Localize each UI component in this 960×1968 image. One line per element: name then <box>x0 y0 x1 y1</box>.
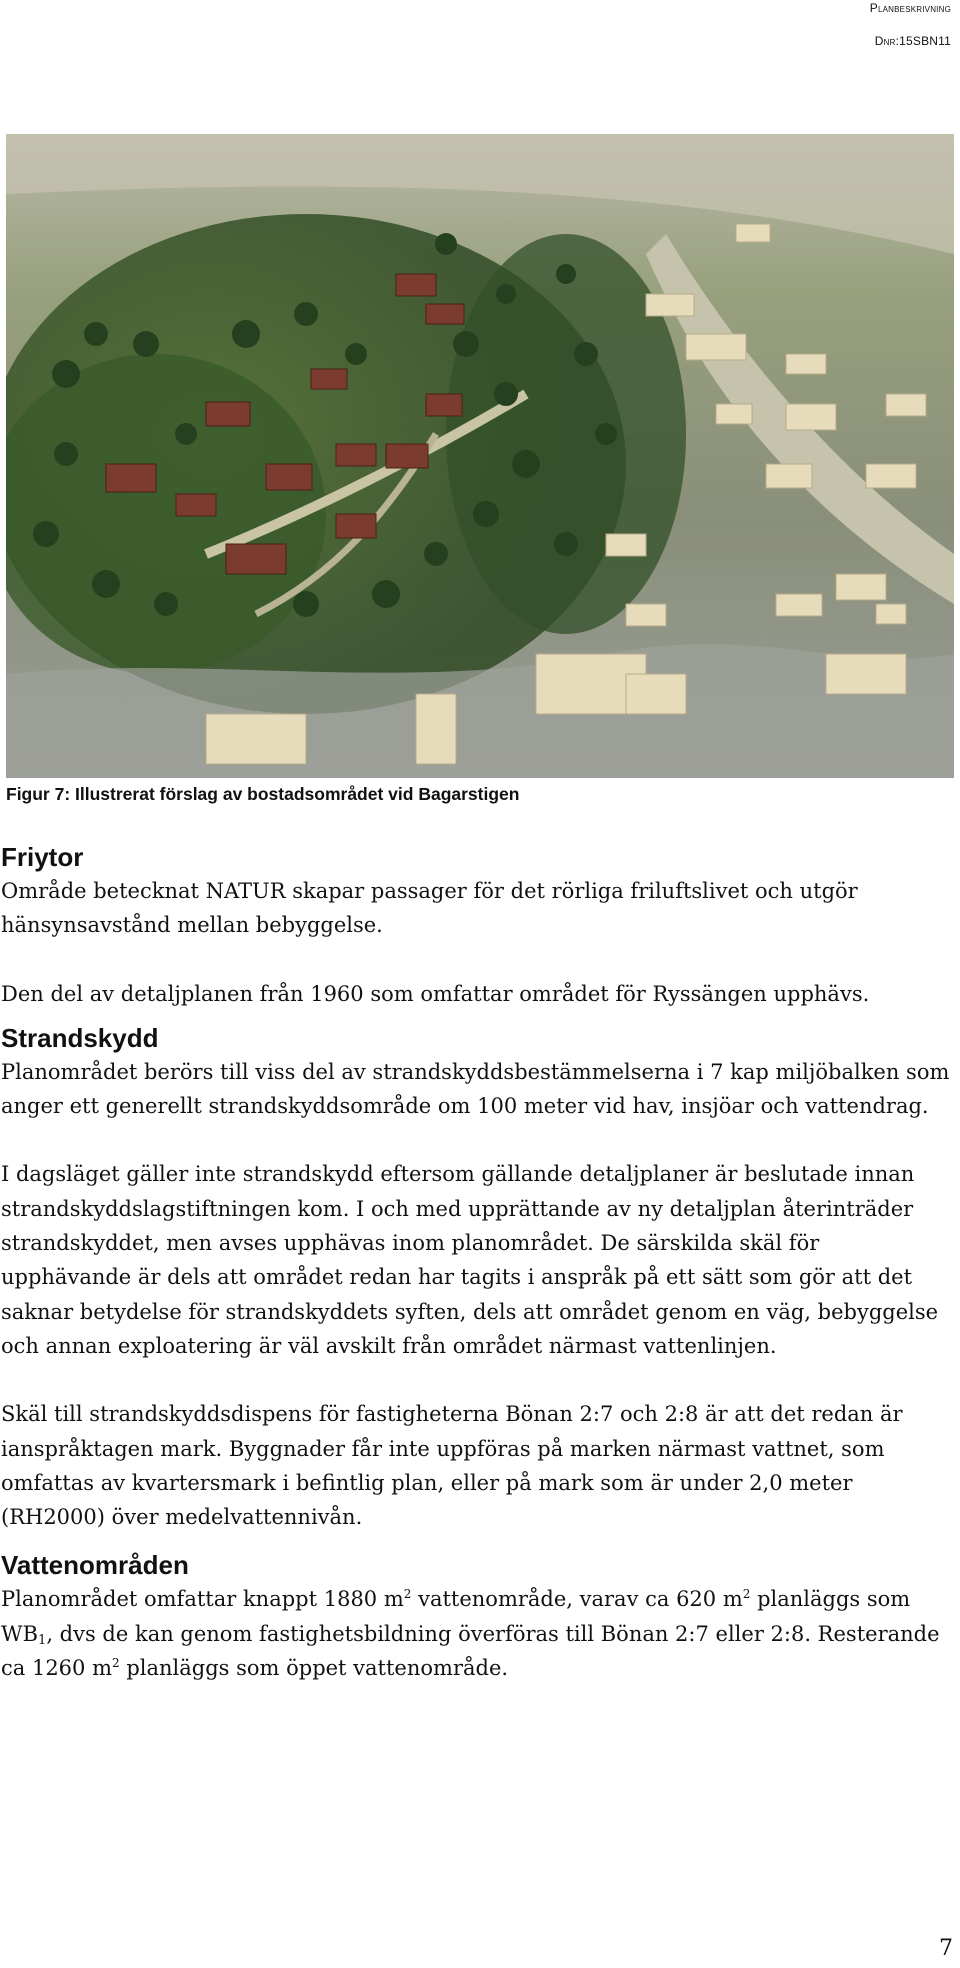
vatten-text-e: planläggs som öppet vattenområde. <box>119 1656 509 1681</box>
heading-vattenomraden: Vattenområden <box>1 1550 189 1581</box>
heading-friytor: Friytor <box>1 842 84 872</box>
aerial-illustration <box>6 134 954 778</box>
vatten-text-c: planläggs som WB <box>1 1587 911 1646</box>
paragraph-strandskydd-3: Skäl till strandskyddsdispens för fastigheterna Bönan 2:7 och 2:8 är att det redan är ianspråktagen mark. Byggnader får inte uppföras på marken närmast vattnet, som omfattas av kvartersmark i befintlig plan, eller på mark som är under 2,0 meter (RH2000) över medelvattennivån. <box>1 1402 903 1530</box>
heading-strandskydd: Strandskydd <box>1 1022 159 1053</box>
paragraph-strandskydd-1: Planområdet berörs till viss del av strandskyddsbestämmelserna i 7 kap miljöbalken som anger ett generellt strandskyddsområde om 100 meter vid hav, insjöar och vattendrag. <box>1 1059 950 1119</box>
paragraph-friytor-1: Område betecknat NATUR skapar passager för det rörliga friluftslivet och utgör hänsynsavstånd mellan bebyggelse. <box>1 879 858 938</box>
vatten-text-b: vattenområde, varav ca 620 m <box>411 1587 743 1612</box>
vatten-text-d: , dvs de kan genom fastighetsbildning överföras till Bönan 2:7 eller 2:8. Resterande ca 1260 m <box>1 1621 940 1681</box>
paragraph-friytor-2: Den del av detaljplanen från 1960 som omfattar området för Ryssängen upphävs. <box>1 981 870 1006</box>
subscript-1: 1 <box>38 1632 47 1648</box>
document-body <box>1 840 951 1685</box>
figure-caption: Figur 7: Illustrerat förslag av bostadsområdet vid Bagarstigen <box>6 784 520 804</box>
vatten-text-a: Planområdet omfattar knappt 1880 m <box>1 1587 404 1612</box>
superscript-2c: 2 <box>112 1656 120 1671</box>
page-number: 7 <box>939 1936 953 1961</box>
registration-number-text: Dnr:15SBN11 <box>874 34 951 48</box>
document-type-text: Planbeskrivning <box>869 1 951 15</box>
superscript-2b: 2 <box>742 1587 751 1602</box>
document-type <box>870 1 951 15</box>
paragraph-strandskydd-2: I dagsläget gäller inte strandskydd eftersom gällande detaljplaner är beslutade innan strandskyddslagstiftningen kom. I och med upprättande av ny detaljplan återinträder strandskyddet, men avses upphävas inom planområdet. De särskilda skäl för upphävande är dels att området redan har tagits i anspråk på ett sätt som gör att det saknar betydelse för strandskyddets syften, dels att området genom en väg, bebyggelse och annan exploatering är väl avskilt från området närmast vattenlinjen. <box>1 1162 939 1358</box>
aerial-illustration-image <box>6 134 954 778</box>
paragraph-vattenomraden-1 <box>1 1582 951 1685</box>
registration-number <box>875 34 951 48</box>
superscript-2: 2 <box>403 1587 412 1602</box>
